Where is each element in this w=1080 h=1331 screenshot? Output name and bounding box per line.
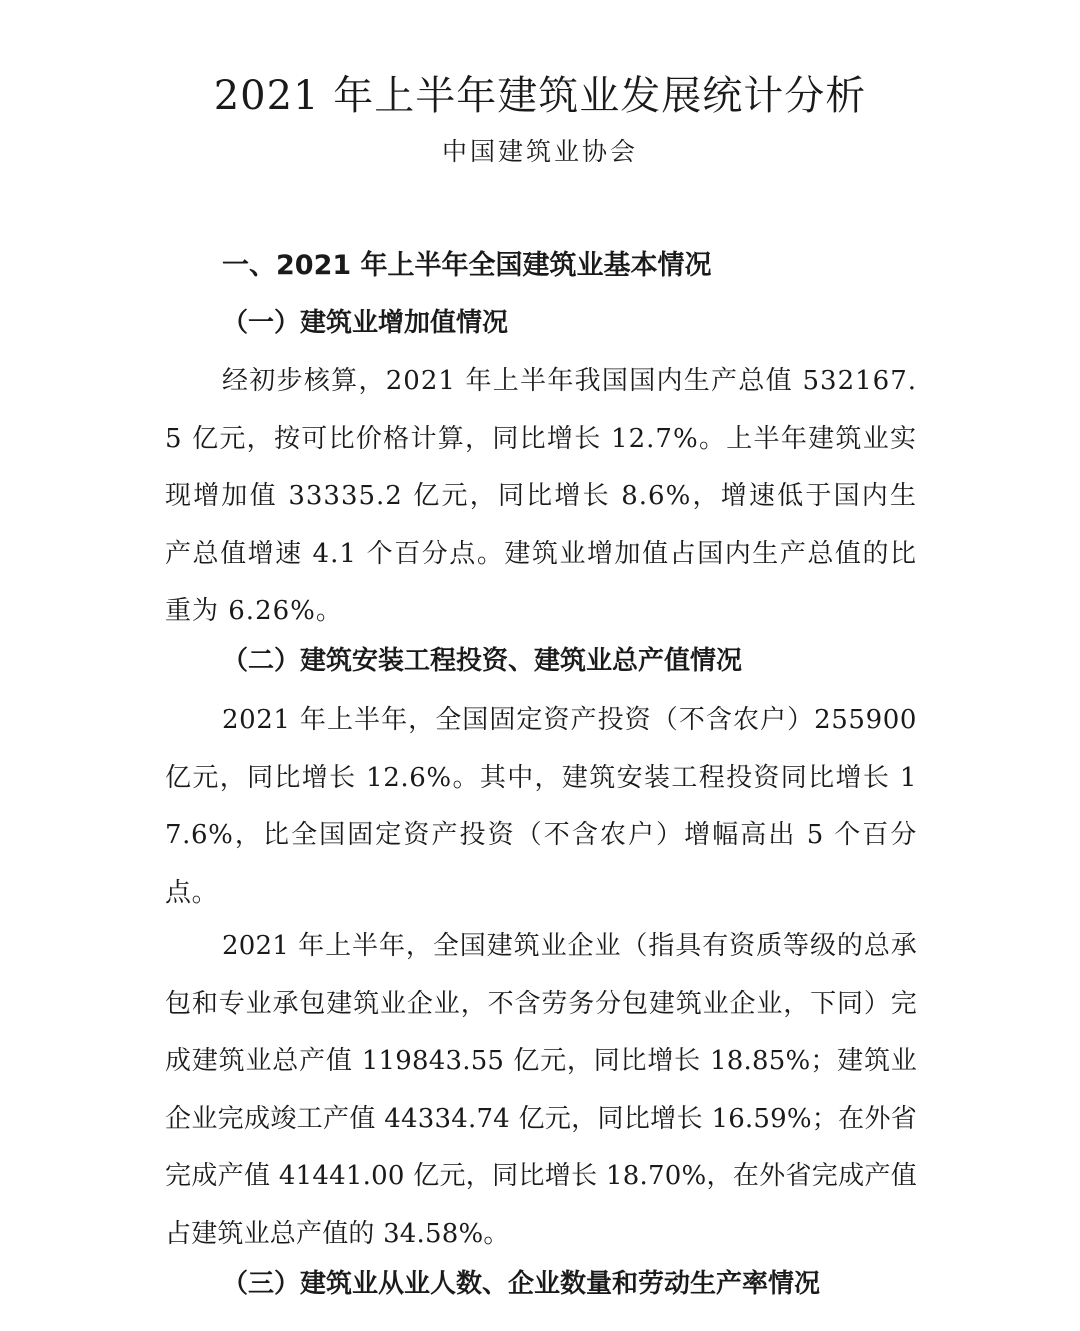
subsection-heading-2: （二）建筑安装工程投资、建筑业总产值情况 — [222, 646, 743, 676]
subsection-heading-3: （三）建筑业从业人数、企业数量和劳动生产率情况 — [222, 1269, 821, 1299]
document-title: 2021 年上半年建筑业发展统计分析 — [213, 73, 867, 119]
paragraph-investment: 2021 年上半年，全国固定资产投资（不含农户）255900 亿元，同比增长 12.6%。其中，建筑安装工程投资同比增长 17.6%，比全国固定资产投资（不含农户）增幅高出 5 个百分点。 — [165, 705, 917, 908]
section-heading: 一、2021 年上半年全国建筑业基本情况 — [222, 250, 712, 281]
subsection-heading-1: （一）建筑业增加值情况 — [222, 308, 509, 338]
paragraph-value-added: 经初步核算，2021 年上半年我国国内生产总值 532167.5 亿元，按可比价格计算，同比增长 12.7%。上半年建筑业实现增加值 33335.2 亿元，同比增长 8.6%，增速低于国内生产总值增速 4.1 个百分点。建筑业增加值占国内生产总值的比重为 6.26%。 — [165, 366, 917, 626]
document-author: 中国建筑业协会 — [441, 137, 638, 166]
paragraph-output-value: 2021 年上半年，全国建筑业企业（指具有资质等级的总承包和专业承包建筑业企业，不含劳务分包建筑业企业，下同）完成建筑业总产值 119843.55 亿元，同比增长 18.85%；建筑业企业完成竣工产值 44334.74 亿元，同比增长 16.59%；在外省完成产值 41441.00 亿元，同比增长 18.70%，在外省完成产值占建筑业总产值的 34.58%。 — [165, 931, 917, 1249]
